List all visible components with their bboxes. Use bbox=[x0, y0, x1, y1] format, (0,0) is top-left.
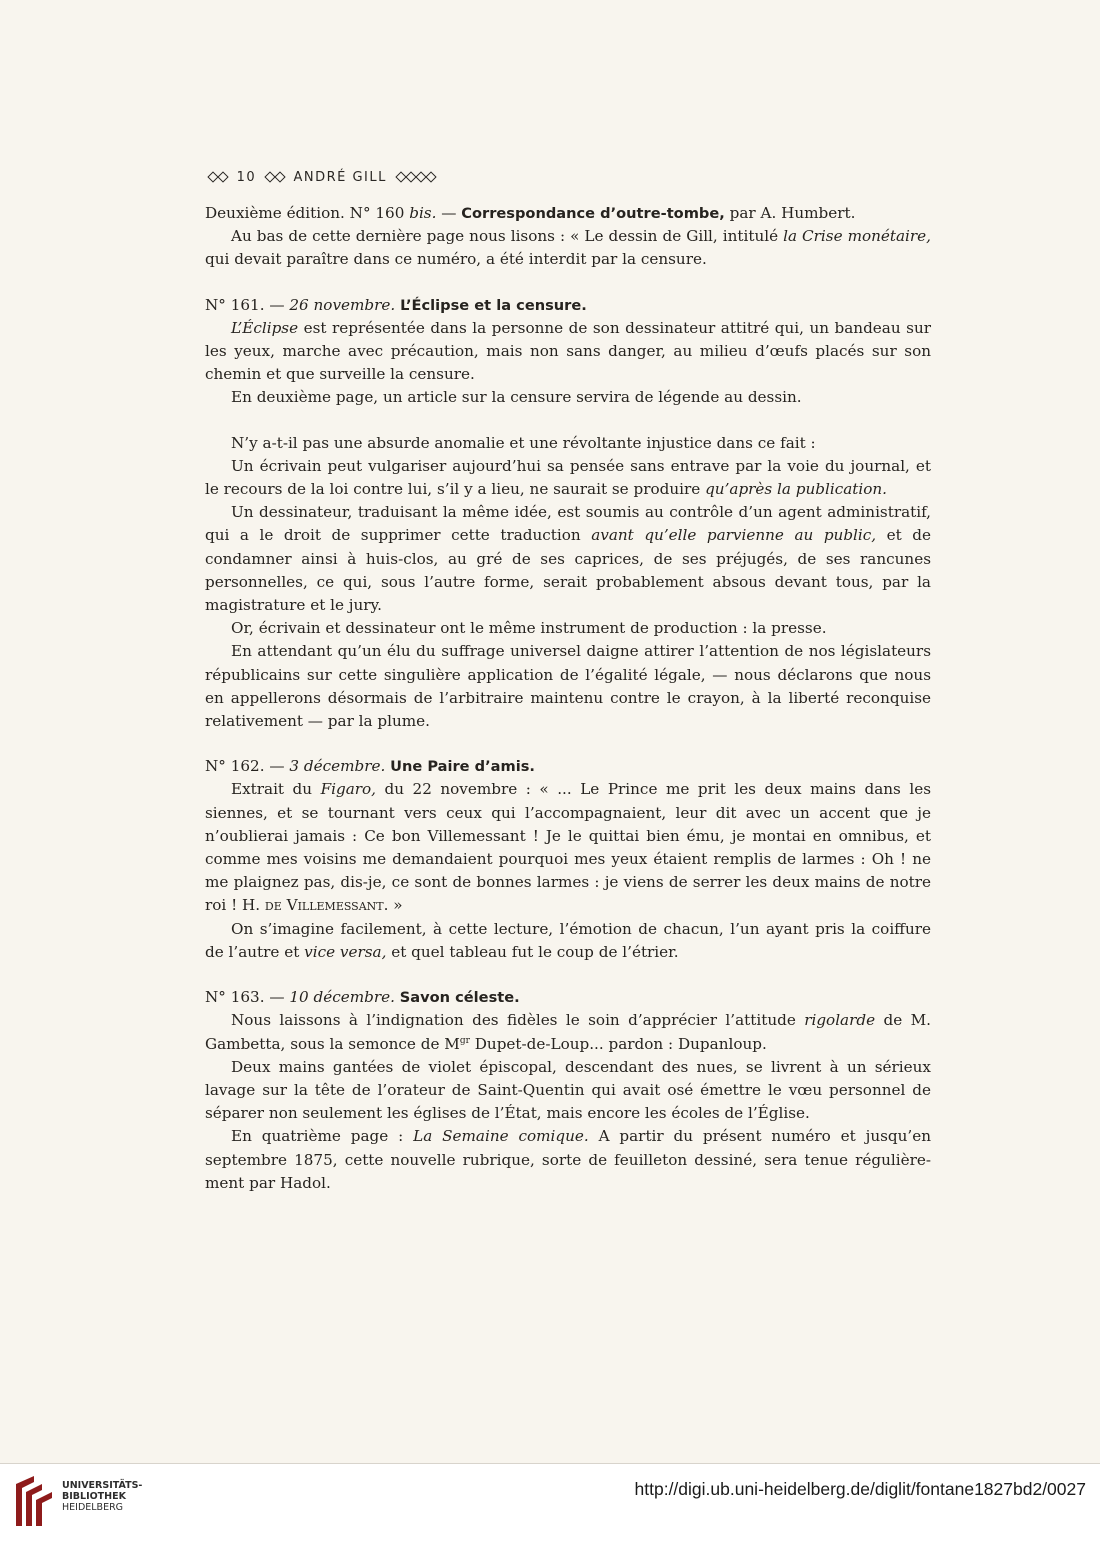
text-run: Dupet-de-Loup... pardon : Dupanloup. bbox=[469, 1034, 767, 1053]
text-run: Nous laissons à l’indignation des fidèles le soin d’apprécier l’attitude bbox=[231, 1011, 805, 1030]
text-run: N° 162. — bbox=[205, 757, 290, 776]
paragraph: N’y a-t-il pas une absurde anomalie et une révoltante injustice dans ce fait : bbox=[231, 433, 816, 452]
entry-heading bbox=[205, 986, 931, 1009]
paragraph bbox=[205, 1125, 931, 1195]
paragraph bbox=[205, 317, 931, 387]
text-run: Deuxième édition. N° 160 bbox=[205, 204, 410, 222]
entry-title: Correspondance d’outre-tombe, bbox=[461, 205, 725, 222]
entry-heading bbox=[205, 755, 931, 778]
italic-run: vice versa, bbox=[304, 942, 387, 961]
italic-run: bis. bbox=[409, 204, 437, 222]
italic-run: avant qu’elle parvienne au public, bbox=[591, 526, 877, 545]
library-logo-icon bbox=[12, 1474, 56, 1530]
paragraph bbox=[205, 202, 931, 225]
entry-heading bbox=[205, 294, 931, 317]
text-run: N° 163. — bbox=[205, 988, 290, 1007]
ornament-icon bbox=[265, 170, 285, 185]
text-run: Un dessinateur, traduisant la même idée, est soumis au contrôle d’un agent administratif, qui a le droit de supprimer cette traduction bbox=[205, 503, 931, 545]
ornament-icon bbox=[396, 170, 436, 185]
paragraph bbox=[205, 455, 931, 501]
paragraph: En attendant qu’un élu du suffrage universel daigne attirer l’attention de nos législateurs républicains sur cette singulière application de l’égalité légale, — nous déclarons que nous en appellerons désormais de l’arbitraire maintenu contre le crayon, à la liberté reconquise relativement — par la plume. bbox=[205, 642, 931, 731]
small-caps-run: de Villemessant bbox=[264, 896, 384, 915]
text-run: est représentée dans la personne de son dessinateur attitré qui, un bandeau sur les yeux, marche avec précaution, mais non sans danger, au milieu d’œufs placés sur son chemin et que surveille la censure. bbox=[205, 318, 931, 384]
running-header bbox=[205, 170, 439, 185]
paragraph: Deux mains gantées de violet épiscopal, descendant des nues, se livrent à un sérieux lavage sur la tête de l’orateur de Saint-Quentin qui avait osé émettre le vœu personnel de séparer non seulement les églises de l’État, mais encore les écoles de l’Église. bbox=[205, 1057, 931, 1123]
library-line: BIBLIOTHEK bbox=[62, 1491, 126, 1502]
ornament-icon bbox=[208, 170, 228, 185]
entry-date: 3 décembre. bbox=[289, 757, 386, 776]
library-line: HEIDELBERG bbox=[62, 1502, 124, 1513]
text-run: et de condamner ainsi à huis-clos, au gré de ses caprices, de ses préjugés, de ses rancunes personnelles, ce qui, sous l’autre forme, serait probablement absous devant tous, par la magistrature et le jury. bbox=[205, 526, 931, 615]
superscript: gr bbox=[459, 1035, 470, 1046]
text-run: Extrait du bbox=[231, 780, 321, 799]
paragraph: En deuxième page, un article sur la censure servira de légende au dessin. bbox=[231, 388, 802, 407]
paragraph bbox=[205, 1009, 931, 1055]
page-number: 10 bbox=[236, 170, 257, 185]
text-run: du 22 novembre : « ... Le Prince me prit les deux mains dans les siennes, et se tournant vers ceux qui l’accompagnaient, leur dit avec un accent que je n’oublierai jamais : Ce bon Villemessant ! Je le quittai bien ému, je montai en omnibus, et comme mes voisins me demandaient pourquoi mes yeux étaient remplis de larmes : Oh ! ne me plaignez pas, dis-je, ce sont de bonnes larmes : je viens de serrer les deux mains de notre roi ! H. bbox=[205, 780, 931, 915]
body-text bbox=[205, 202, 931, 1195]
text-run: N° 161. — bbox=[205, 295, 290, 314]
paragraph: Or, écrivain et dessinateur ont le même instrument de production : la presse. bbox=[231, 619, 827, 638]
library-line: UNIVERSITÄTS- bbox=[62, 1480, 143, 1491]
italic-run: la Crise monétaire, bbox=[783, 227, 931, 246]
entry-title: L’Éclipse et la censure. bbox=[400, 296, 587, 314]
text-run: — bbox=[436, 204, 462, 222]
text-run: On s’imagine facilement, à cette lecture, l’émotion de chacun, l’un ayant pris la coiffure de l’autre et bbox=[205, 919, 931, 961]
italic-run: Figaro, bbox=[320, 780, 376, 799]
italic-run: qu’après la publication. bbox=[705, 480, 887, 499]
text-run: et quel tableau fut le coup de l’étrier. bbox=[386, 942, 679, 961]
paragraph bbox=[205, 778, 931, 917]
paragraph bbox=[205, 225, 931, 271]
text-run: Un écrivain peut vulgariser aujourd’hui sa pensée sans entrave par la voie du journal, et le recours de la loi contre lui, s’il y a lieu, ne saurait se produire bbox=[205, 456, 931, 499]
italic-run: L’Éclipse bbox=[231, 318, 299, 337]
text-run: par A. Humbert. bbox=[724, 204, 856, 222]
paragraph bbox=[205, 501, 931, 617]
text-run: qui devait paraître dans ce numéro, a été interdit par la censure. bbox=[205, 250, 707, 269]
entry-date: 10 décembre. bbox=[289, 988, 395, 1007]
footer-bar bbox=[0, 1464, 1100, 1543]
text-run: A partir du présent numéro et jusqu’en septembre 1875, cette nouvelle rubrique, sorte de feuilleton dessiné, sera tenue régulièrement par Hadol. bbox=[205, 1127, 931, 1192]
italic-run: rigolarde bbox=[804, 1011, 876, 1030]
entry-title: Une Paire d’amis. bbox=[390, 758, 535, 776]
text-run: . » bbox=[383, 896, 403, 915]
text-run: En quatrième page : bbox=[231, 1127, 414, 1146]
italic-run: La Semaine comique. bbox=[413, 1127, 589, 1146]
paragraph bbox=[205, 918, 931, 964]
running-title: ANDRÉ GILL bbox=[293, 170, 387, 185]
permalink-url[interactable]: http://digi.ub.uni-heidelberg.de/diglit/fontane1827bd2/0027 bbox=[634, 1479, 1086, 1499]
entry-date: 26 novembre. bbox=[289, 295, 396, 314]
library-name bbox=[62, 1480, 142, 1513]
text-run: Au bas de cette dernière page nous lisons : « Le dessin de Gill, intitulé bbox=[231, 227, 784, 246]
entry-title: Savon céleste. bbox=[399, 989, 520, 1007]
text-run: de M. Gambetta, sous la semonce de M bbox=[205, 1011, 931, 1053]
